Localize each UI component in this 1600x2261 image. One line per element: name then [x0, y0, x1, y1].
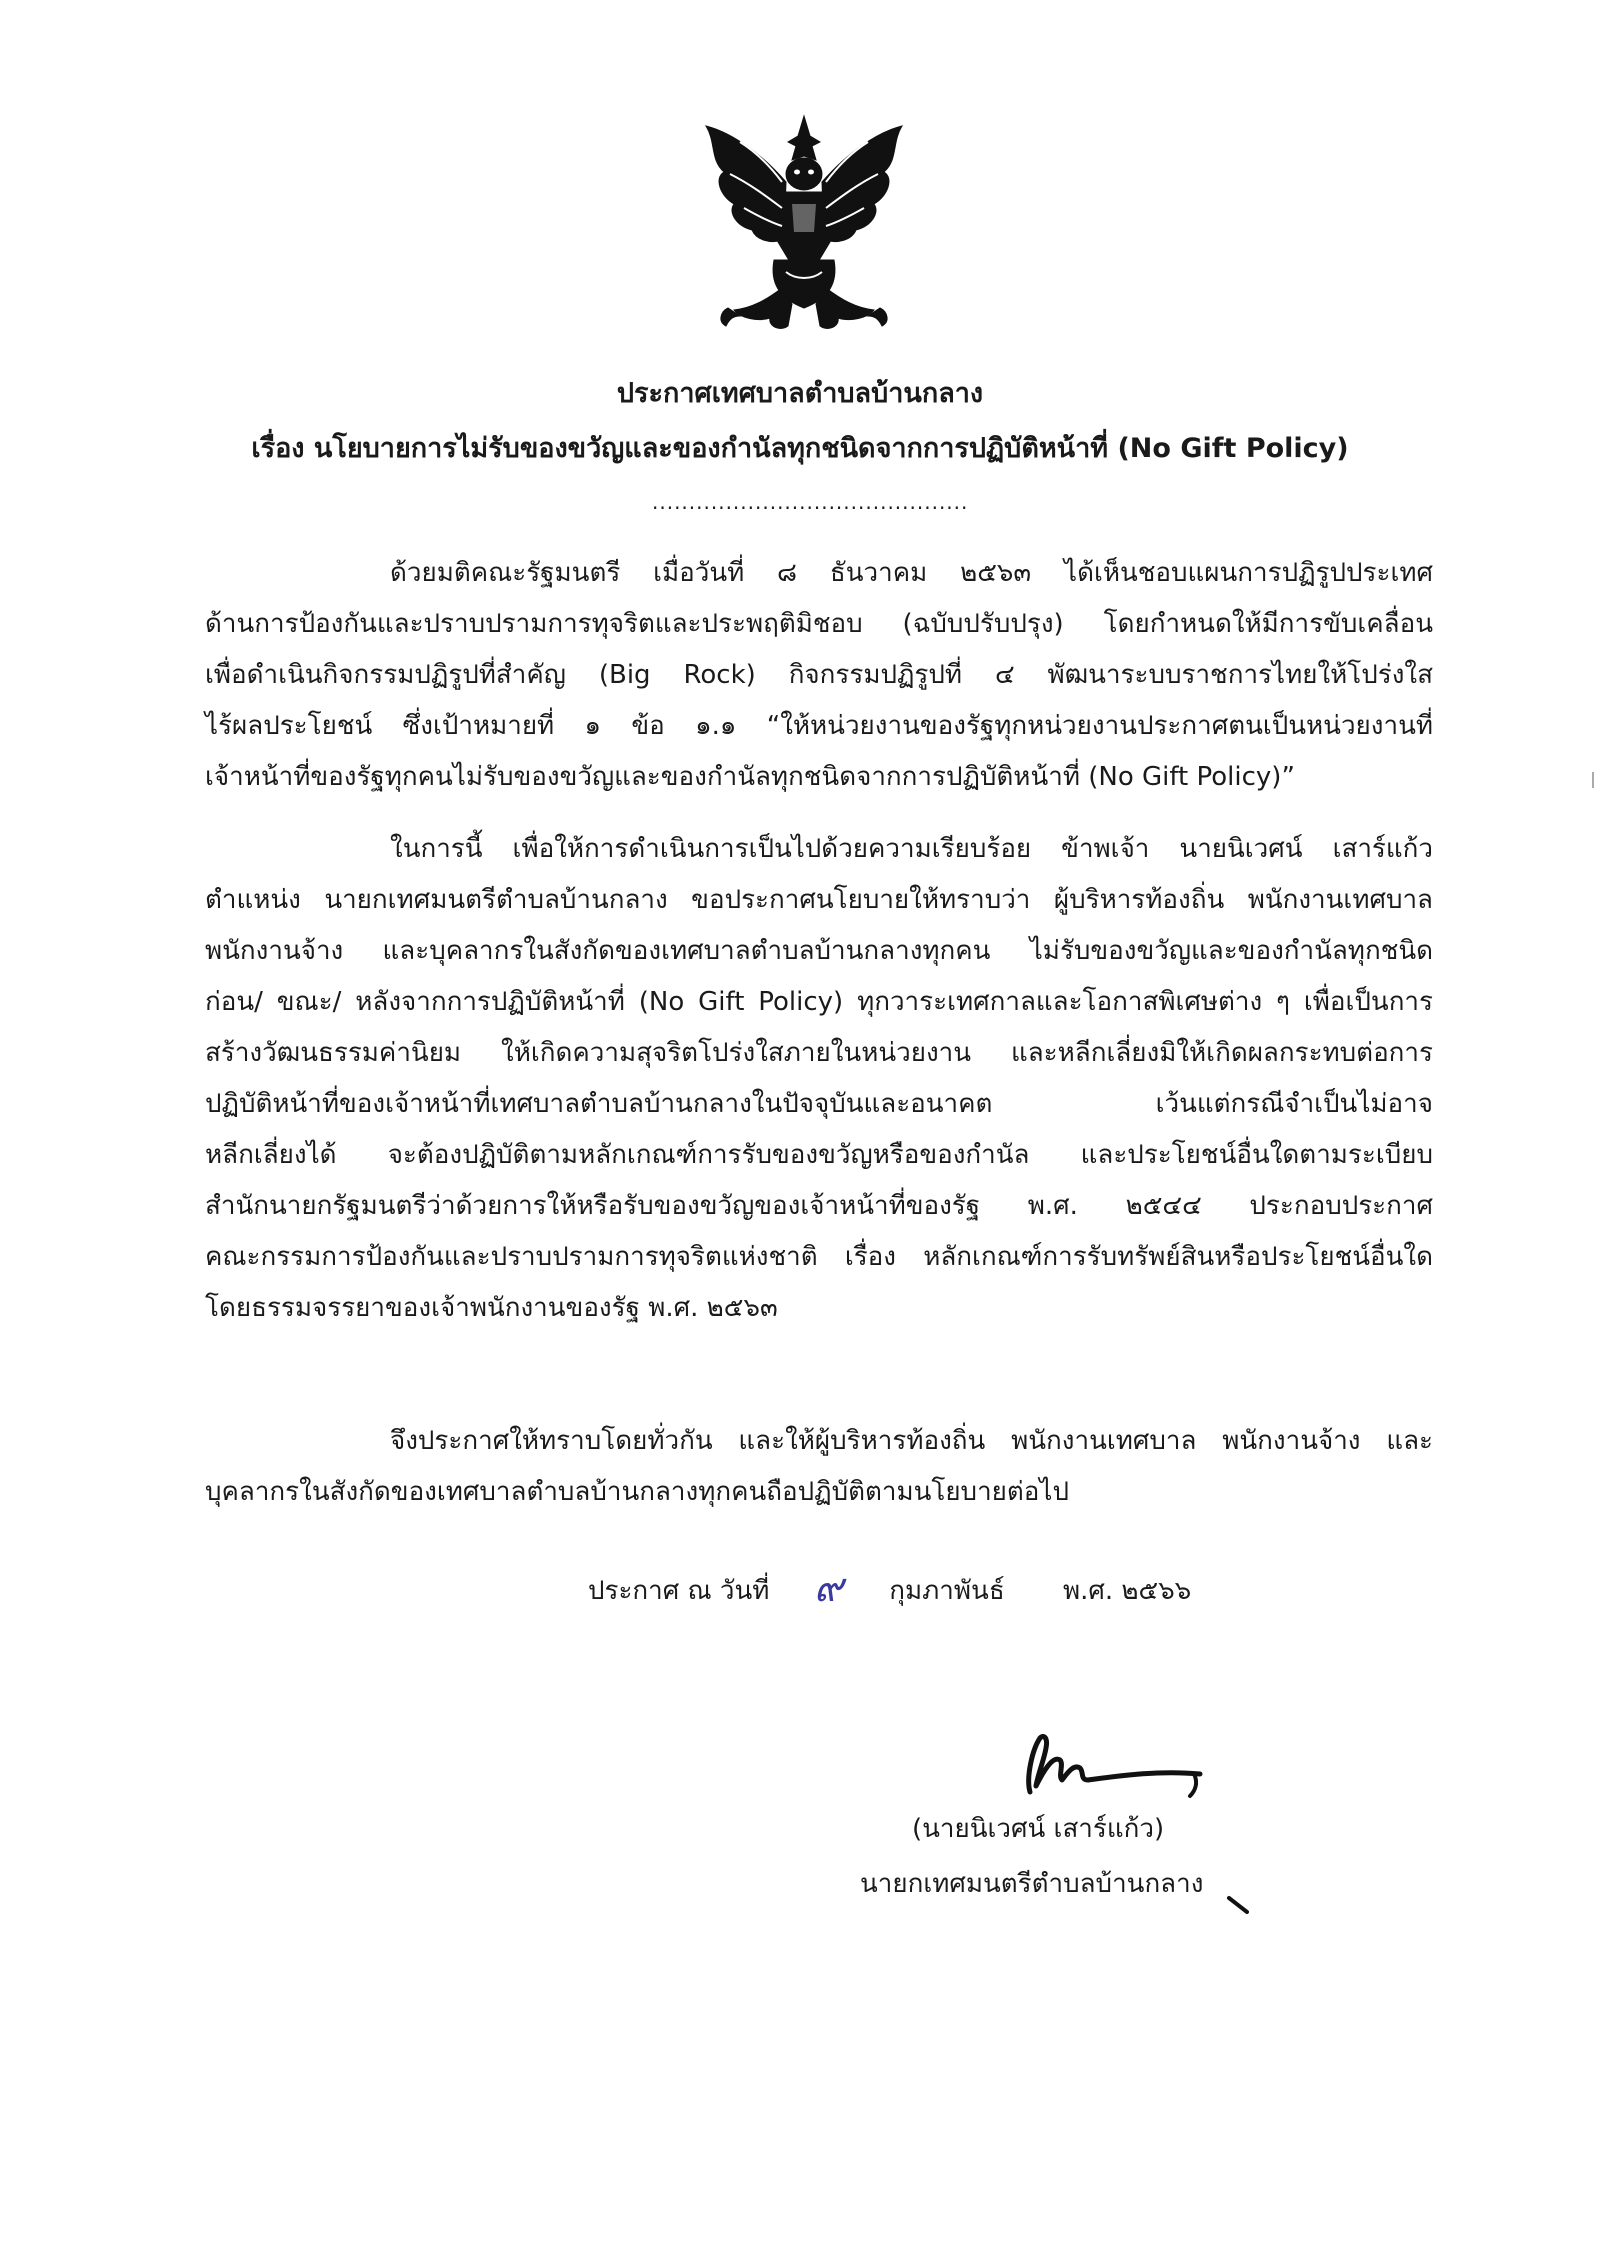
paragraph-line: จึงประกาศให้ทราบโดยทั่วกัน และให้ผู้บริหารท้องถิ่น พนักงานเทศบาล พนักงานจ้าง และ: [390, 1426, 1433, 1456]
paragraph-line: คณะกรรมการป้องกันและปราบปรามการทุจริตแห่งชาติ เรื่อง หลักเกณฑ์การรับทรัพย์สินหรือประโยชน์อื่นใด: [205, 1242, 1433, 1272]
paragraph-line: หลีกเลี่ยงได้ จะต้องปฏิบัติตามหลักเกณฑ์การรับของขวัญหรือของกำนัล และประโยชน์อื่นใดตามระเบียบ: [205, 1140, 1433, 1170]
paragraph-line: เพื่อดำเนินกิจกรรมปฏิรูปที่สำคัญ (Big Rock) กิจกรรมปฏิรูปที่ ๔ พัฒนาระบบราชการไทยให้โปร่งใส: [205, 660, 1433, 690]
date-year: พ.ศ. ๒๕๖๖: [1062, 1576, 1192, 1606]
date-prefix: ประกาศ ณ วันที่: [588, 1576, 770, 1606]
paragraph-line: ด้วยมติคณะรัฐมนตรี เมื่อวันที่ ๘ ธันวาคม ๒๕๖๓ ได้เห็นชอบแผนการปฏิรูปประเทศ: [390, 558, 1433, 588]
paragraph-line: เจ้าหน้าที่ของรัฐทุกคนไม่รับของขวัญและของกำนัลทุกชนิดจากการปฏิบัติหน้าที่ (No Gift Policy)”: [205, 762, 1295, 792]
signature-icon: [1018, 1730, 1208, 1810]
date-day-handwritten: ๙: [813, 1565, 844, 1611]
paragraph-line: ไร้ผลประโยชน์ ซึ่งเป้าหมายที่ ๑ ข้อ ๑.๑ “ให้หน่วยงานของรัฐทุกหน่วยงานประกาศตนเป็นหน่วยงานที่: [205, 711, 1433, 741]
date-month: กุมภาพันธ์: [889, 1576, 1005, 1606]
document-subject: เรื่อง นโยบายการไม่รับของขวัญและของกำนัลทุกชนิดจากการปฏิบัติหน้าที่ (No Gift Policy): [251, 433, 1349, 464]
paragraph-policy: [205, 824, 1433, 1334]
signer-name: (นายนิเวศน์ เสาร์แก้ว): [912, 1814, 1165, 1844]
paragraph-line: ตำแหน่ง นายกเทศมนตรีตำบลบ้านกลาง ขอประกาศนโยบายให้ทราบว่า ผู้บริหารท้องถิ่น พนักงานเทศบาล: [205, 885, 1433, 915]
paragraph-line: โดยธรรมจรรยาของเจ้าพนักงานของรัฐ พ.ศ. ๒๕๖๓: [205, 1293, 778, 1323]
paragraph-line: ก่อน/ ขณะ/ หลังจากการปฏิบัติหน้าที่ (No Gift Policy) ทุกวาระเทศกาลและโอกาสพิเศษต่าง ๆ เพื่อเป็นการ: [205, 987, 1433, 1017]
paragraph-line: ด้านการป้องกันและปราบปรามการทุจริตและประพฤติมิชอบ (ฉบับปรับปรุง) โดยกำหนดให้มีการขับเคลื่อน: [205, 609, 1433, 639]
paragraph-announcement: [205, 1416, 1433, 1518]
pen-tick-mark-icon: [1226, 1895, 1250, 1915]
paragraph-line: พนักงานจ้าง และบุคลากรในสังกัดของเทศบาลตำบลบ้านกลางทุกคน ไม่รับของขวัญและของกำนัลทุกชนิด: [205, 936, 1433, 966]
paragraph-resolution: [205, 548, 1433, 803]
garuda-emblem-icon: [700, 112, 908, 342]
paragraph-line: บุคลากรในสังกัดของเทศบาลตำบลบ้านกลางทุกคนถือปฏิบัติตามนโยบายต่อไป: [205, 1477, 1069, 1507]
signer-position: นายกเทศมนตรีตำบลบ้านกลาง: [860, 1869, 1204, 1899]
document-title: ประกาศเทศบาลตำบลบ้านกลาง: [616, 378, 984, 409]
title-separator: ...........................................: [652, 490, 969, 514]
paragraph-line: ในการนี้ เพื่อให้การดำเนินการเป็นไปด้วยความเรียบร้อย ข้าพเจ้า นายนิเวศน์ เสาร์แก้ว: [390, 834, 1433, 864]
scan-artifact-icon: [1590, 770, 1596, 790]
paragraph-line: ปฏิบัติหน้าที่ของเจ้าหน้าที่เทศบาลตำบลบ้านกลางในปัจจุบันและอนาคต เว้นแต่กรณีจำเป็นไม่อาจ: [205, 1089, 1433, 1119]
announcement-date: [588, 1566, 1191, 1611]
paragraph-line: สร้างวัฒนธรรมค่านิยม ให้เกิดความสุจริตโปร่งใสภายในหน่วยงาน และหลีกเลี่ยงมิให้เกิดผลกระทบต่อการ: [205, 1038, 1433, 1068]
paragraph-line: สำนักนายกรัฐมนตรีว่าด้วยการให้หรือรับของขวัญของเจ้าหน้าที่ของรัฐ พ.ศ. ๒๕๔๔ ประกอบประกาศ: [205, 1191, 1433, 1221]
